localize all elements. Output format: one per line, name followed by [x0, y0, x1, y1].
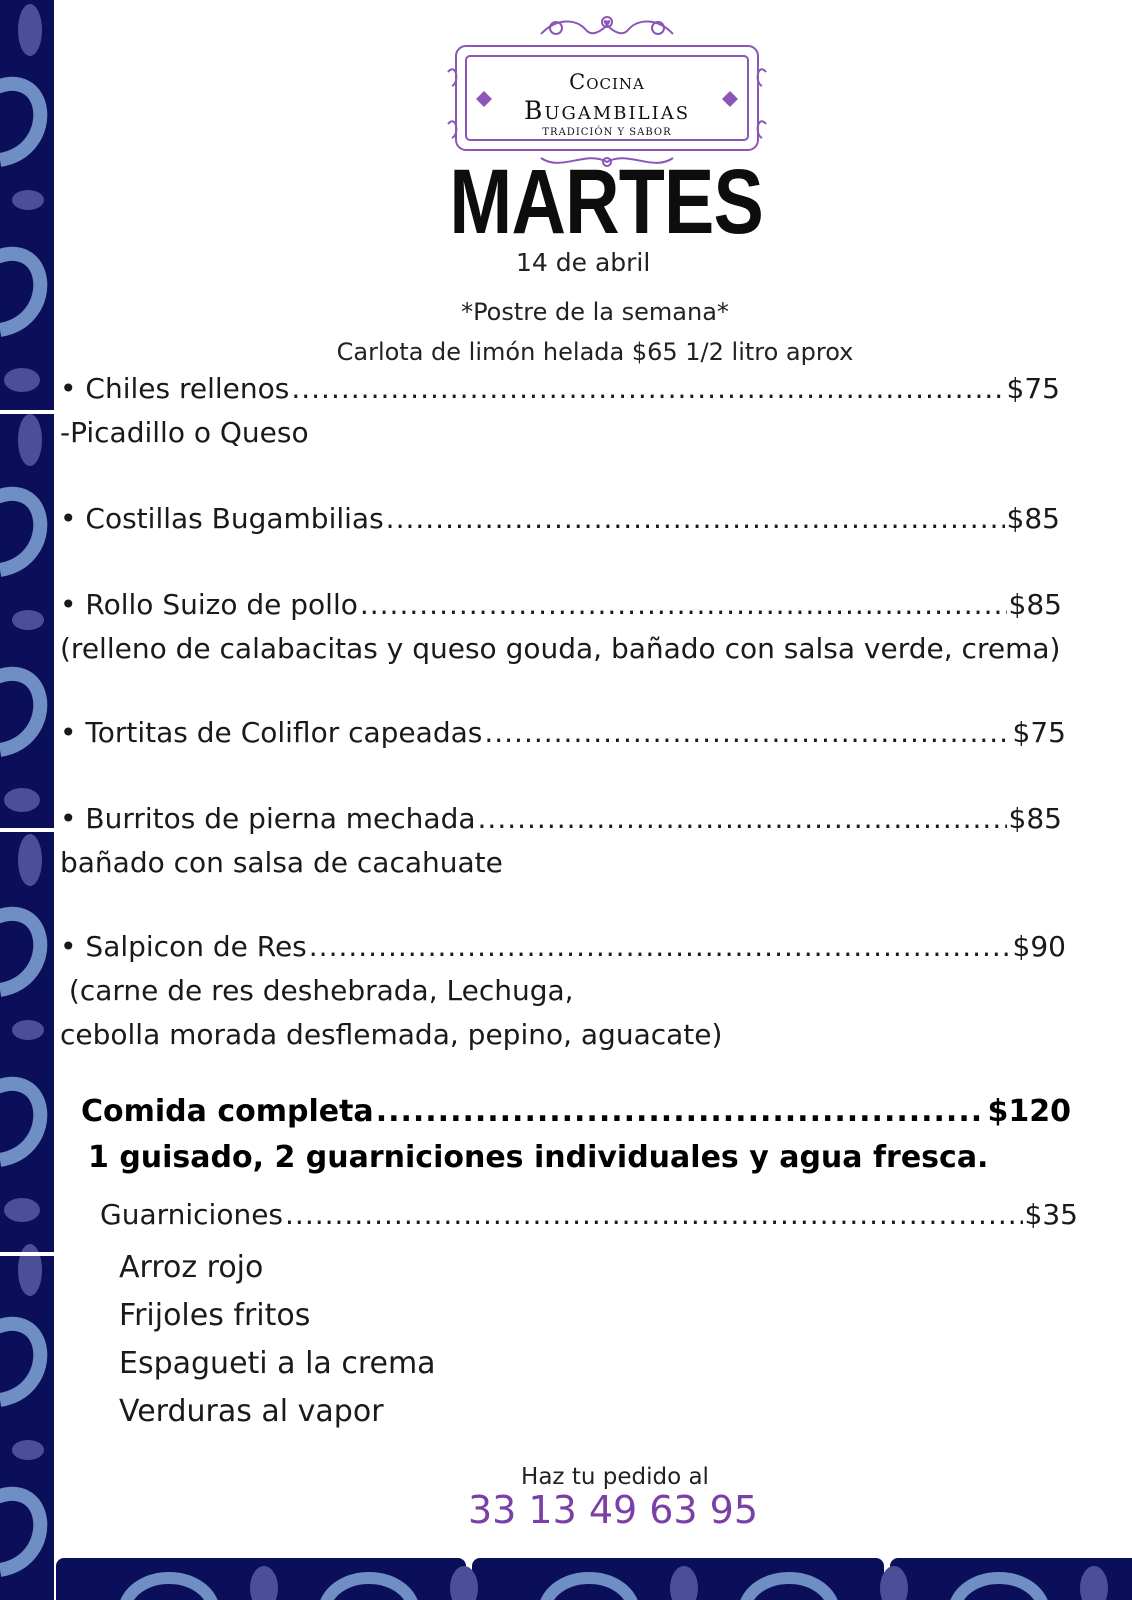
menu-item-price: $75 — [1006, 372, 1060, 405]
leader-dots — [386, 502, 1005, 535]
sides-name: Guarniciones — [100, 1198, 284, 1231]
leader-dots — [285, 1198, 1023, 1231]
menu-item — [60, 930, 1066, 963]
decorative-tile-border-bottom — [54, 1558, 1132, 1600]
sides-price: $35 — [1024, 1198, 1078, 1231]
logo-tagline: TRADICIÓN Y SABOR — [542, 127, 672, 138]
menu-item-name: • Chiles rellenos — [60, 372, 290, 405]
sides-item — [100, 1198, 1078, 1231]
day-heading — [0, 150, 1132, 255]
dessert-text: Carlota de limón helada $65 1/2 litro aprox — [336, 338, 854, 366]
order-phone-number[interactable]: 33 13 49 63 95 — [467, 1488, 759, 1532]
combo-price: $120 — [987, 1094, 1071, 1129]
side-option: Verduras al vapor — [119, 1394, 384, 1429]
menu-item-description: (relleno de calabacitas y queso gouda, bañado con salsa verde, crema) — [60, 632, 1061, 665]
leader-dots — [484, 716, 1010, 749]
leader-dots — [309, 930, 1011, 963]
leader-dots — [376, 1094, 986, 1129]
dessert-heading: *Postre de la semana* — [461, 298, 729, 326]
menu-item-price: $75 — [1012, 716, 1066, 749]
side-option: Arroz rojo — [119, 1250, 264, 1285]
menu-date: 14 de abril — [516, 248, 651, 277]
side-option: Frijoles fritos — [119, 1298, 311, 1333]
logo-line-1: Cocina — [569, 70, 645, 94]
menu-item-name: • Burritos de pierna mechada — [60, 802, 476, 835]
menu-item-price: $85 — [1008, 588, 1062, 621]
menu-item-name: • Rollo Suizo de pollo — [60, 588, 358, 621]
menu-item-name: • Tortitas de Coliflor capeadas — [60, 716, 483, 749]
menu-item-price: $90 — [1012, 930, 1066, 963]
menu-item-description: -Picadillo o Queso — [60, 416, 309, 449]
menu-item-name: • Costillas Bugambilias — [60, 502, 384, 535]
combo-name: Comida completa — [81, 1094, 374, 1129]
combo-item — [81, 1094, 1071, 1129]
menu-item-price: $85 — [1008, 802, 1062, 835]
menu-item — [60, 716, 1066, 749]
menu-item — [60, 502, 1060, 535]
menu-item-description: bañado con salsa de cacahuate — [60, 846, 503, 879]
day-title: MARTES — [449, 151, 763, 253]
menu-item-description: cebolla morada desflemada, pepino, aguacate) — [60, 1018, 723, 1051]
combo-description: 1 guisado, 2 guarniciones individuales y agua fresca. — [88, 1140, 989, 1175]
menu-item — [60, 802, 1062, 835]
leader-dots — [360, 588, 1007, 621]
leader-dots — [291, 372, 1004, 405]
tile-pattern-bottom — [54, 1558, 1132, 1600]
tile-separator — [0, 1252, 54, 1256]
order-label: Haz tu pedido al — [521, 1464, 709, 1490]
menu-item-price: $85 — [1006, 502, 1060, 535]
tile-separator — [0, 410, 54, 414]
menu-item-name: • Salpicon de Res — [60, 930, 307, 963]
menu-item-description: (carne de res deshebrada, Lechuga, — [60, 974, 574, 1007]
logo-line-2: Bugambilias — [523, 96, 691, 125]
side-option: Espagueti a la crema — [119, 1346, 436, 1381]
tile-separator — [0, 828, 54, 832]
menu-item — [60, 372, 1060, 405]
restaurant-logo — [446, 12, 768, 172]
menu-item — [60, 588, 1062, 621]
leader-dots — [478, 802, 1007, 835]
